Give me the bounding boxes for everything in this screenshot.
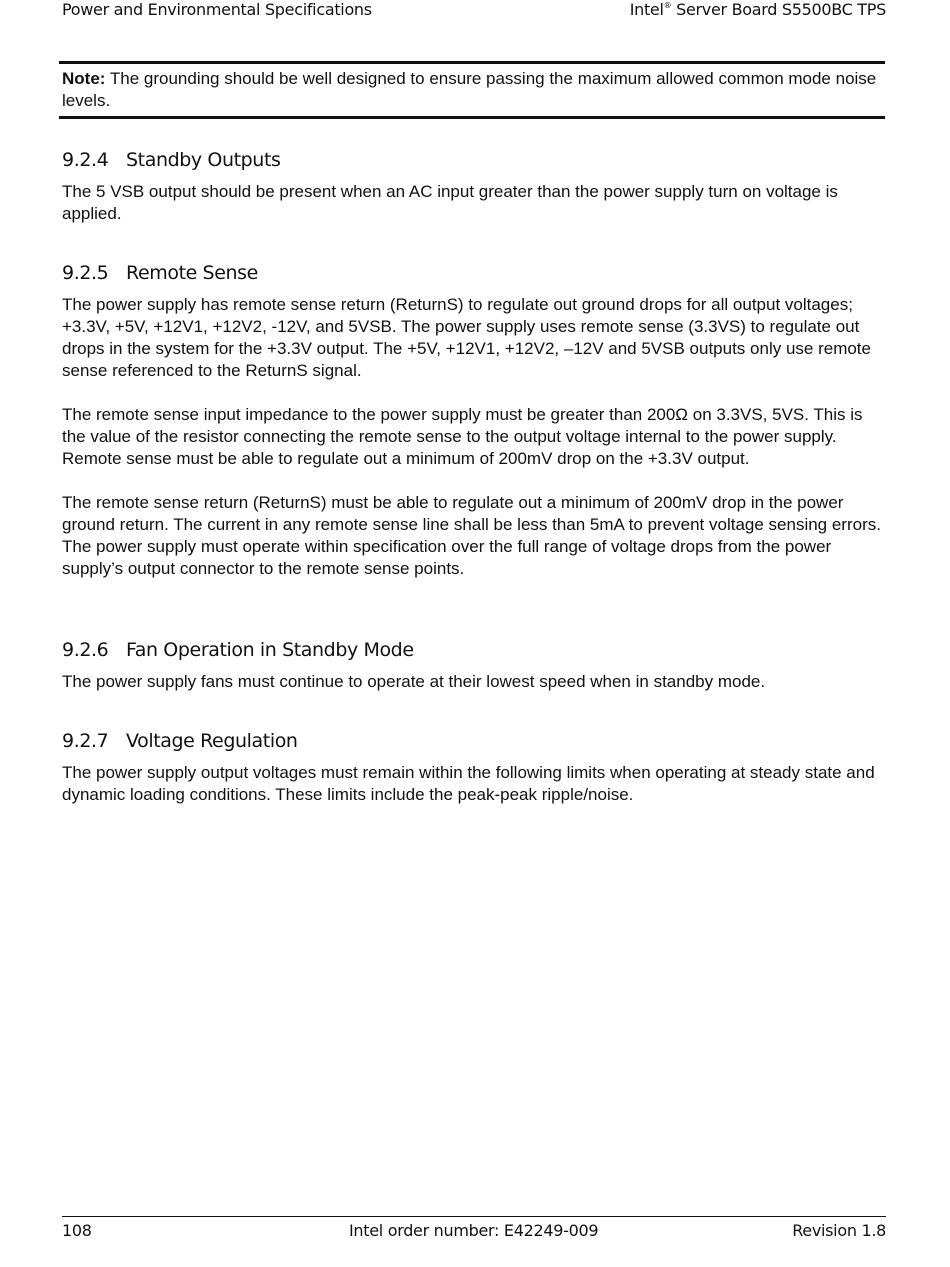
body-paragraph: The power supply fans must continue to operate at their lowest speed when in standby mode.	[62, 672, 766, 691]
page-number: 108	[62, 1221, 92, 1240]
document-page	[62, 0, 886, 1267]
section-number: 9.2.7	[62, 730, 109, 752]
section-heading	[62, 728, 886, 754]
section-voltage-regulation	[62, 728, 886, 828]
note-text: The grounding should be well designed to ensure passing the maximum allowed common mode noise levels.	[62, 69, 877, 110]
registered-mark: ®	[663, 1, 672, 10]
revision-label: Revision 1.8	[792, 1221, 886, 1240]
section-fan-operation	[62, 637, 886, 715]
body-paragraph: The remote sense return (ReturnS) must be able to regulate out a minimum of 200mV drop in the power ground return. The current in any remote sense line shall be less than 5mA to prevent voltage sensing errors. The power supply must operate within specification over the full range of voltage drops from the power supply’s output connector to the remote sense points.	[62, 493, 881, 578]
header-product: Server Board S5500BC TPS	[671, 0, 886, 19]
section-title: Remote Sense	[126, 262, 258, 284]
body-paragraph: The power supply has remote sense return (ReturnS) to regulate out ground drops for all output voltages; +3.3V, +5V, +12V1, +12V2, -12V, and 5VSB. The power supply uses remote sense (3.3VS) to regulate out drops in the system for the +3.3V output. The +5V, +12V1, +12V2, –12V and 5VSB outputs only use remote sense referenced to the ReturnS signal.	[62, 295, 871, 380]
section-heading	[62, 260, 886, 286]
running-footer	[62, 1221, 886, 1243]
section-number: 9.2.5	[62, 262, 109, 284]
body-paragraph: The remote sense input impedance to the power supply must be greater than 200Ω on 3.3VS, 5VS. This is the value of the resistor connecting the remote sense to the output voltage internal to the power supply. Remote sense must be able to regulate out a minimum of 200mV drop on the +3.3V output.	[62, 405, 863, 468]
section-number: 9.2.6	[62, 639, 109, 661]
header-chapter-title: Power and Environmental Specifications	[62, 0, 372, 19]
body-paragraph: The power supply output voltages must remain within the following limits when operating at steady state and dynamic loading conditions. These limits include the peak-peak ripple/noise.	[62, 763, 875, 804]
order-number: Intel order number: E42249-009	[349, 1221, 599, 1240]
section-heading	[62, 147, 886, 173]
section-title: Standby Outputs	[126, 149, 281, 171]
section-standby-outputs	[62, 147, 886, 247]
section-heading	[62, 637, 886, 663]
header-document-title	[630, 0, 886, 19]
body-paragraph: The 5 VSB output should be present when an AC input greater than the power supply turn on voltage is applied.	[62, 182, 838, 223]
section-title: Voltage Regulation	[126, 730, 298, 752]
note-box	[59, 61, 885, 119]
header-brand: Intel	[629, 0, 664, 19]
section-number: 9.2.4	[62, 149, 109, 171]
note-label: Note:	[62, 69, 106, 88]
footer-divider	[62, 1216, 886, 1217]
running-header	[62, 0, 886, 24]
section-title: Fan Operation in Standby Mode	[126, 639, 414, 661]
section-remote-sense	[62, 260, 886, 602]
